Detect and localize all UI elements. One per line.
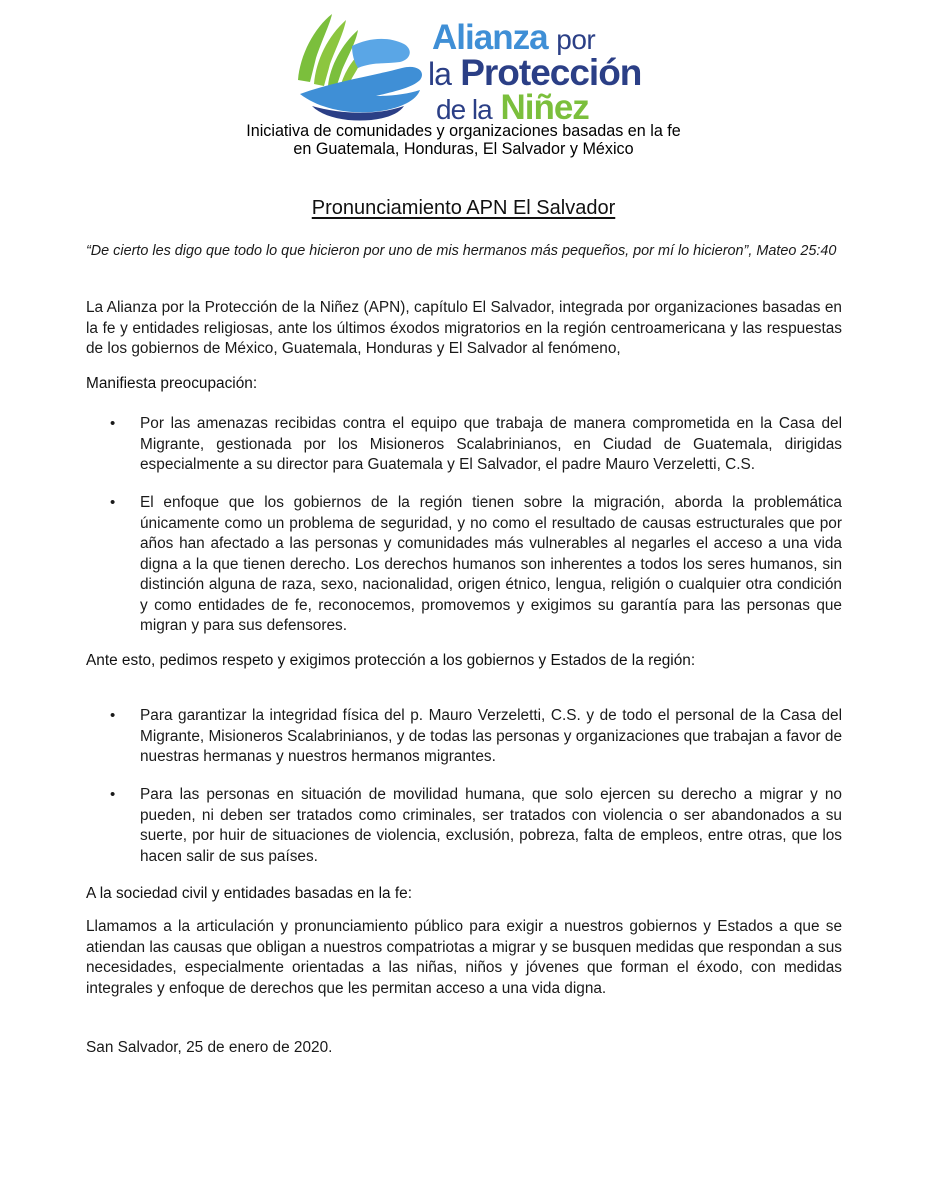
closing-rest: exigir a nuestros gobiernos y Estados a que se atiendan las causas que obligan a nuestros compatriotas a migrar y se busquen medidas que respondan a sus necesidades, especialmente orientadas a las niñas, niños y jóvenes que forman el éxodo, con medidas integrales y enfoque de derechos que les permitan acceso a una vida digna. [86,918,843,997]
closing-lead: Llamamos a la articulación y pronunciamiento público para [86,918,501,935]
bullet-icon: • [110,707,116,724]
organization-logo [292,10,662,127]
logo-line-1: Alianza por [432,18,596,57]
hands-logo-icon [292,10,432,122]
section-heading-concern: Manifiesta preocupación: [86,375,258,392]
section-heading-demands: Ante esto, pedimos respeto y exigimos protección a los gobiernos y Estados de la región: [86,652,696,669]
document-date: San Salvador, 25 de enero de 2020. [86,1039,333,1056]
logo-line-2: la Protección [428,52,642,93]
section-heading-civil-society: A la sociedad civil y entidades basadas en la fe: [86,885,412,902]
bible-quote: “De cierto les digo que todo lo que hicieron por uno de mis hermanos más pequeños, por mí lo hicieron”, Mateo 25:40 [86,243,837,259]
list-item-text: Por las amenazas recibidas contra el equipo que trabaja de manera comprometida en la Casa del Migrante, gestionada por los Misioneros Scalabrinianos, en Ciudad de Guatemala, dirigidas especialmente a su director para Guatemala y El Salvador, el padre Mauro Verzeletti, C.S. [140,415,842,473]
list-item-text: Para las personas en situación de movilidad humana, que solo ejercen su derecho a migrar y no pueden, ni deben ser tratados como criminales, ser tratados con violencia o ser abandonados a su suerte, por huir de situaciones de violencia, exclusión, pobreza, falta de empleos, entre otras, que los hacen salir de sus países. [140,786,842,865]
list-item-text: El enfoque que los gobiernos de la región tienen sobre la migración, aborda la problemática únicamente como un problema de seguridad, y no como el resultado de causas estructurales que por años han afectado a las personas y comunidades más vulnerables al negarles el acceso a una vida digna a la que tienen derecho. Los derechos humanos son inherentes a todos los seres humanos, sin distinción alguna de raza, sexo, nacionalidad, origen étnico, lengua, religión o cualquier otra condición y como entidades de fe, reconocemos, promovemos y exigimos su garantía para las personas que migran y para sus defensores. [140,494,842,634]
initiative-subtitle [0,122,927,158]
intro-paragraph: La Alianza por la Protección de la Niñez (APN), capítulo El Salvador, integrada por organizaciones basadas en la fe y entidades religiosas, ante los últimos éxodos migratorios en la región centroamericana y las respuestas de los gobiernos de México, Guatemala, Honduras y El Salvador al fenómeno, [86,299,842,357]
bullet-icon: • [110,786,116,803]
logo-line-3: de la Niñez [436,88,589,127]
bullet-icon: • [110,415,116,432]
closing-paragraph [86,917,842,999]
initiative-line-1: Iniciativa de comunidades y organizaciones basadas en la fe [246,121,681,140]
document-title: Pronunciamiento APN El Salvador [311,197,616,219]
list-item-text: Para garantizar la integridad física del p. Mauro Verzeletti, C.S. y de todo el personal de la Casa del Migrante, Misioneros Scalabrinianos, y de todas las personas y organizaciones que trabajan a favor de nuestras hermanas y nuestros hermanos migrantes. [140,707,842,765]
initiative-line-2: en Guatemala, Honduras, El Salvador y México [293,139,634,158]
bullet-icon: • [110,494,116,511]
